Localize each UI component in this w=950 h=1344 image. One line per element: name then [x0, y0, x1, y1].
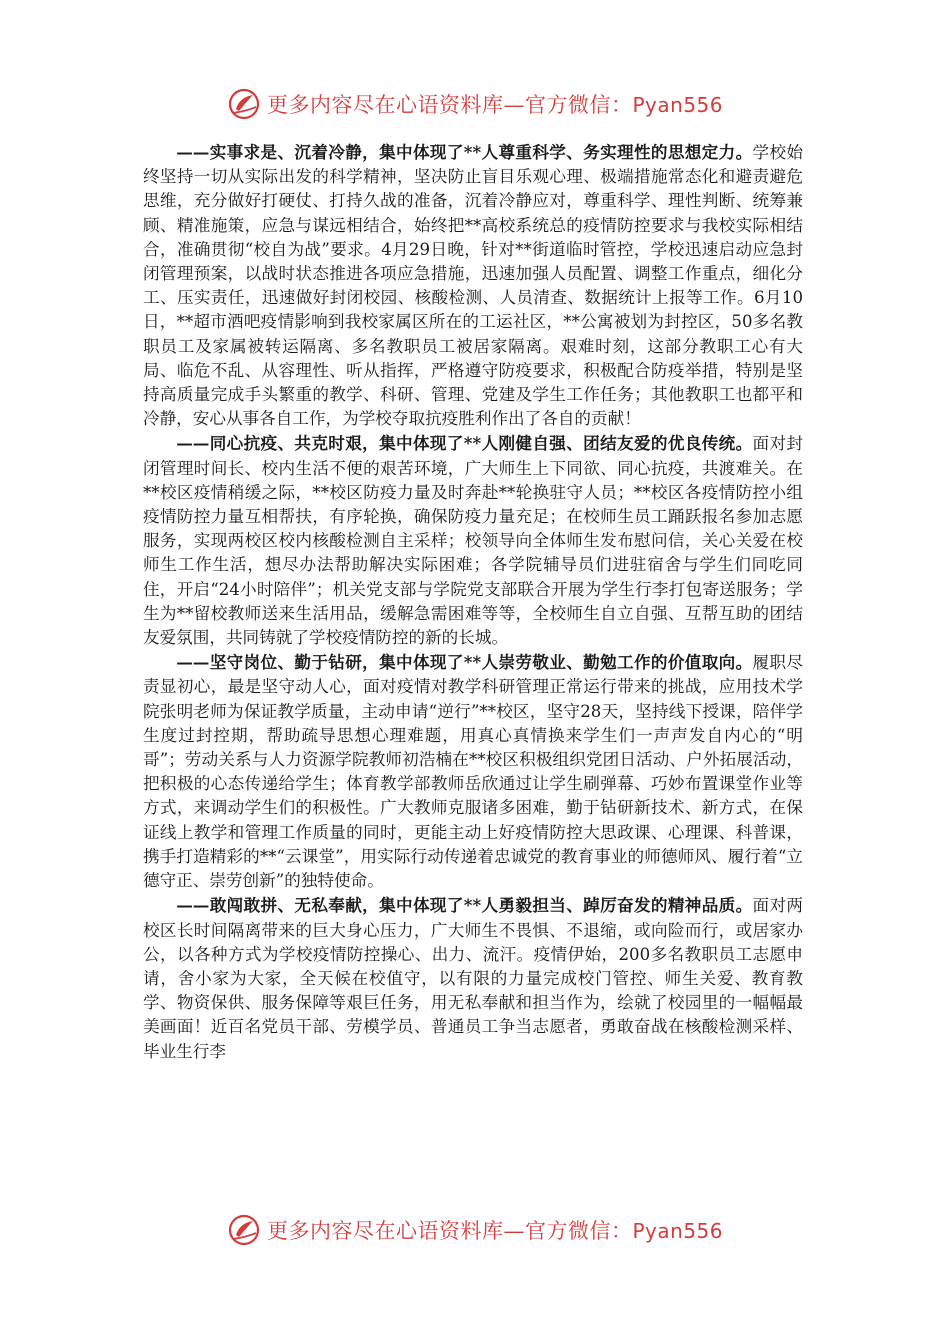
paragraph-lead: ——实事求是、沉着冷静，集中体现了**人尊重科学、务实理性的思想定力。: [176, 142, 753, 162]
header-banner: [0, 84, 950, 124]
article-body: [143, 140, 803, 1064]
wechat-id: Pyan556: [632, 1219, 723, 1243]
paragraph: [143, 431, 803, 650]
paragraph: [143, 650, 803, 893]
paragraph-body: 学校始终坚持一切从实际出发的科学精神，坚决防止盲目乐观心理、极端措施常态化和避责避危思维，充分做好打硬仗、打持久战的准备，沉着冷静应对，尊重科学、理性判断、统筹兼顾、精准施策，应急与谋远相结合，始终把**高校系统总的疫情防控要求与我校实际相结合，准确贯彻“校自为战”要求。4月29日晚，针对**街道临时管控，学校迅速启动应急封闭管理预案，以战时状态推进各项应急措施，迅速加强人员配置、调整工作重点，细化分工、压实责任，迅速做好封闭校园、核酸检测、人员清查、数据统计上报等工作。6月10日，**超市酒吧疫情影响到我校家属区所在的工运社区，**公寓被划为封控区，50多名教职员工及家属被转运隔离、多名教职员工被居家隔离。艰难时刻，这部分教职工心有大局、临危不乱、从容理性、听从指挥，严格遵守防疫要求，积极配合防疫举措，特别是坚持高质量完成手头繁重的教学、科研、管理、党建及学生工作任务；其他教职工也都平和冷静，安心从事各自工作，为学校夺取抗疫胜利作出了各自的贡献！: [143, 143, 804, 429]
footer-banner: [0, 1210, 950, 1250]
paragraph-lead: ——同心抗疫、共克时艰，集中体现了**人刚健自强、团结友爱的优良传统。: [176, 433, 753, 454]
wechat-id: Pyan556: [632, 93, 723, 117]
paragraph-body: 履职尽责显初心，最是坚守动人心，面对疫情对教学科研管理正常运行带来的挑战，应用技术学院张明老师为保证教学质量，主动申请“逆行”**校区，坚守28天，坚持线下授课，陪伴学生度过封控期，帮助疏导思想心理难题，用真心真情换来学生们一声声发自内心的“明哥”；劳动关系与人力资源学院教师初浩楠在**校区积极组织党团日活动、户外拓展活动，把积极的心态传递给学生；体育教学部教师岳欣通过让学生刷弹幕、巧妙布置课堂作业等方式，来调动学生们的积极性。广大教师克服诸多困难，勤于钻研新技术、新方式，在保证线上教学和管理工作质量的同时，更能主动上好疫情防控大思政课、心理课、科普课，携手打造精彩的**“云课堂”，用实际行动传递着忠诚党的教育事业的师德师风、履行着“立德守正、崇劳创新”的独特使命。: [143, 653, 804, 891]
paragraph-lead: ——敢闯敢拼、无私奉献，集中体现了**人勇毅担当、踔厉奋发的精神品质。: [176, 895, 753, 916]
banner-text: 更多内容尽在心语资料库—官方微信：Pyan556: [266, 93, 723, 117]
paragraph: [143, 140, 803, 431]
paragraph: [143, 893, 803, 1063]
paragraph-body: 面对两校区长时间隔离带来的巨大身心压力，广大师生不畏惧、不退缩，或向险而行，或居家办公，以各种方式为学校疫情防控操心、出力、流汗。疫情伊始，200多名教职员工志愿申请，舍小家为大家，全天候在校值守，以有限的力量完成校门管控、师生关爱、教育教学、物资保供、服务保障等艰巨任务，用无私奉献和担当作为，绘就了校园里的一幅幅最美画面！近百名党员干部、劳模学员、普通员工争当志愿者，勇敢奋战在核酸检测采样、毕业生行李: [143, 896, 804, 1061]
logo-icon: [227, 1213, 261, 1247]
paragraph-body: 面对封闭管理时间长、校内生活不便的艰苦环境，广大师生上下同欲、同心抗疫，共渡难关。在**校区疫情稍缓之际，**校区防疫力量及时奔赴**轮换驻守人员；**校区各疫情防控小组疫情防控力量互相帮扶，有序轮换，确保防疫力量充足；在校师生员工踊跃报名参加志愿服务，实现两校区校内核酸检测自主采样；校领导向全体师生发布慰问信，关心关爱在校师生工作生活，想尽办法帮助解决实际困难；各学院辅导员们进驻宿舍与学生们同吃同住，开启“24小时陪伴”；机关党支部与学院党支部联合开展为学生行李打包寄送服务；学生为**留校教师送来生活用品，缓解急需困难等等，全校师生自立自强、互帮互助的团结友爱氛围，共同铸就了学校疫情防控的新的长城。: [143, 434, 804, 648]
logo-icon: [227, 87, 261, 121]
banner-text: 更多内容尽在心语资料库—官方微信：Pyan556: [266, 1219, 723, 1243]
paragraph-lead: ——坚守岗位、勤于钻研，集中体现了**人崇劳敬业、勤勉工作的价值取向。: [176, 652, 753, 673]
